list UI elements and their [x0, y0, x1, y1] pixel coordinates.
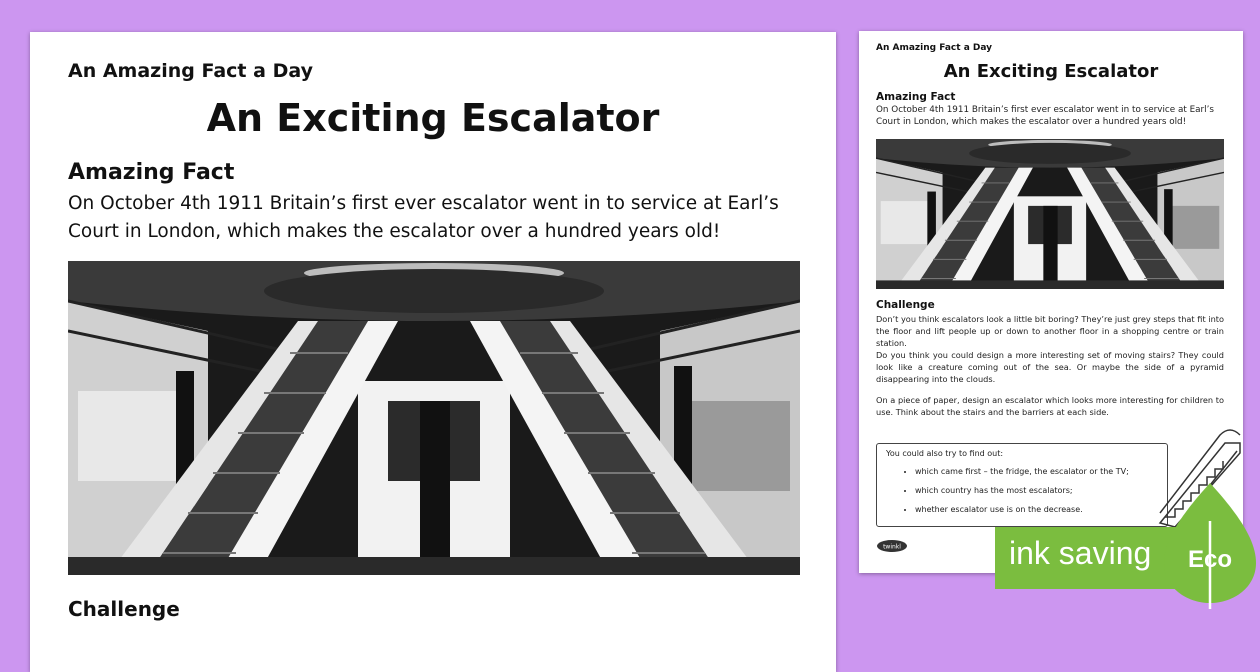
- main-worksheet-page: [30, 32, 836, 672]
- twinkl-logo-icon: [876, 538, 908, 553]
- escalator-photo: [68, 261, 800, 575]
- page-title: An Exciting Escalator: [206, 96, 660, 140]
- ink-saving-label: ink saving: [1009, 535, 1152, 571]
- preview-escalator-photo: [876, 139, 1224, 289]
- preview-series-label: An Amazing Fact a Day: [876, 43, 993, 53]
- challenge-paragraph: Don’t you think escalators look a little bit boring? They’re just grey steps that fit into the floor and lift people up or down to another floor in a shopping centre or train station.: [876, 314, 1224, 348]
- list-item: • which came first – the fridge, the escalator or the TV;: [915, 462, 1165, 481]
- preview-fact-heading: Amazing Fact: [876, 91, 956, 103]
- find-out-list: [877, 462, 1165, 519]
- fact-text: On October 4th 1911 Britain’s first ever escalator went in to service at Earl’s Court in London, which makes the escalator over a hundred years old!: [68, 193, 779, 242]
- challenge-paragraph: Do you think you could design a more interesting set of moving stairs? They could look like a creature coming out of the sea. Or maybe the side of a pyramid disappearing into the clouds.: [876, 350, 1224, 384]
- leaf-icon: [1160, 481, 1260, 611]
- challenge-heading: Challenge: [68, 597, 180, 621]
- preview-title: An Exciting Escalator: [943, 61, 1159, 82]
- preview-challenge-heading: Challenge: [876, 299, 935, 311]
- list-item: • which country has the most escalators;: [915, 481, 1165, 500]
- list-item: • whether escalator use is on the decrease.: [915, 500, 1165, 519]
- preview-fact-text: On October 4th 1911 Britain’s first ever escalator went in to service at Earl’s Court in London, which makes the escalator over a hundred years old!: [876, 105, 1214, 127]
- challenge-paragraph: On a piece of paper, design an escalator which looks more interesting for children to use. Think about the stairs and the barriers at each side.: [876, 395, 1224, 417]
- find-out-intro: You could also try to find out:: [886, 449, 1004, 458]
- fact-heading: Amazing Fact: [68, 160, 235, 185]
- svg-text:twinkl: twinkl: [883, 543, 901, 551]
- eco-label: Eco: [1187, 546, 1233, 573]
- find-out-box: [876, 443, 1168, 527]
- series-label: An Amazing Fact a Day: [68, 60, 313, 82]
